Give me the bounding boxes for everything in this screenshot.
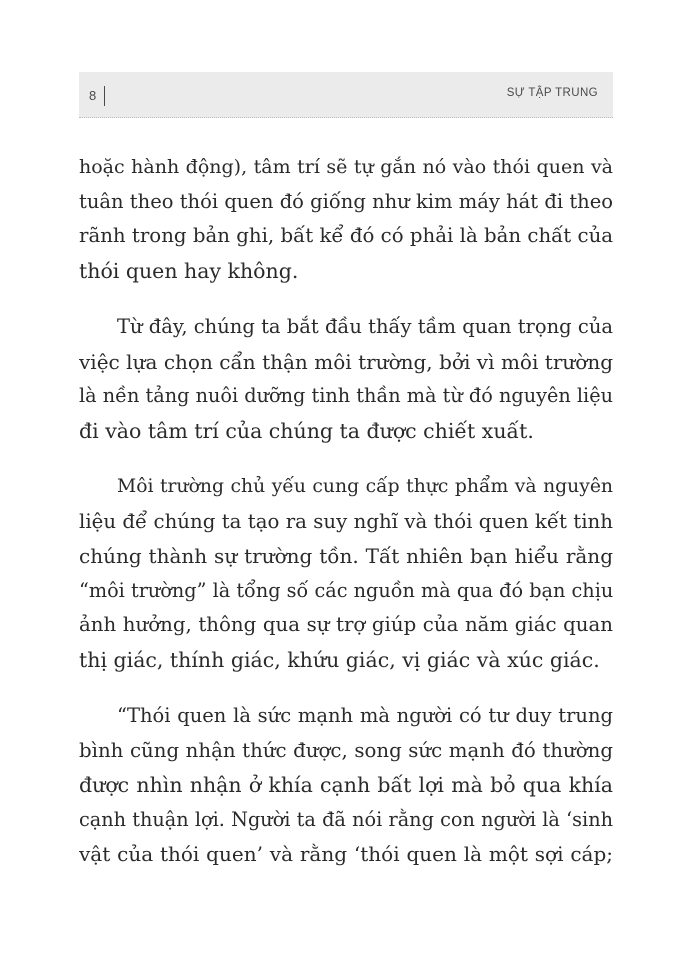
text-line: Môi trường chủ yếu cung cấp thực phẩm và nguyên [117, 476, 613, 497]
header-divider [104, 86, 105, 106]
text-line: liệu để chúng ta tạo ra suy nghĩ và thói quen kết tinh [79, 509, 613, 533]
paragraph [79, 470, 613, 677]
text-line: tuân theo thói quen đó giống như kim máy hát đi theo [79, 189, 613, 213]
page-number: 8 [89, 88, 97, 103]
text-line: rãnh trong bản ghi, bất kể đó có phải là bản chất của [79, 224, 613, 247]
body-text [79, 150, 613, 894]
text-line: chúng thành sự trường tồn. Tất nhiên bạn hiểu rằng [79, 544, 613, 568]
text-line: ảnh hưởng, thông qua sự trợ giúp của năm giác quan [79, 613, 613, 636]
text-line: là nền tảng nuôi dưỡng tinh thần mà từ đó nguyên liệu [79, 384, 613, 407]
text-line: được nhìn nhận ở khía cạnh bất lợi mà bỏ qua khía [79, 773, 613, 797]
text-line: việc lựa chọn cẩn thận môi trường, bởi vì môi trường [79, 349, 613, 374]
paragraph [79, 150, 613, 288]
running-title: SỰ TẬP TRUNG [506, 87, 598, 99]
text-line: thị giác, thính giác, khứu giác, vị giác và xúc giác. [79, 647, 600, 672]
paragraph [79, 699, 613, 872]
text-line: “môi trường” là tổng số các nguồn mà qua đó bạn chịu [79, 578, 613, 602]
text-line: vật của thói quen’ và rằng ‘thói quen là một sợi cáp; [79, 842, 613, 866]
text-line: cạnh thuận lợi. Người ta đã nói rằng con người là ‘sinh [79, 807, 613, 831]
paragraph [79, 310, 613, 448]
running-header [79, 72, 613, 118]
text-line: Từ đây, chúng ta bắt đầu thấy tầm quan trọng của [117, 315, 613, 338]
text-line: hoặc hành động), tâm trí sẽ tự gắn nó vào thói quen và [79, 156, 613, 178]
text-line: “Thói quen là sức mạnh mà người có tư duy trung [117, 704, 613, 727]
text-line: đi vào tâm trí của chúng ta được chiết xuất. [79, 418, 534, 443]
text-line: thói quen hay không. [79, 258, 299, 283]
text-line: bình cũng nhận thức được, song sức mạnh đó thường [79, 738, 613, 762]
